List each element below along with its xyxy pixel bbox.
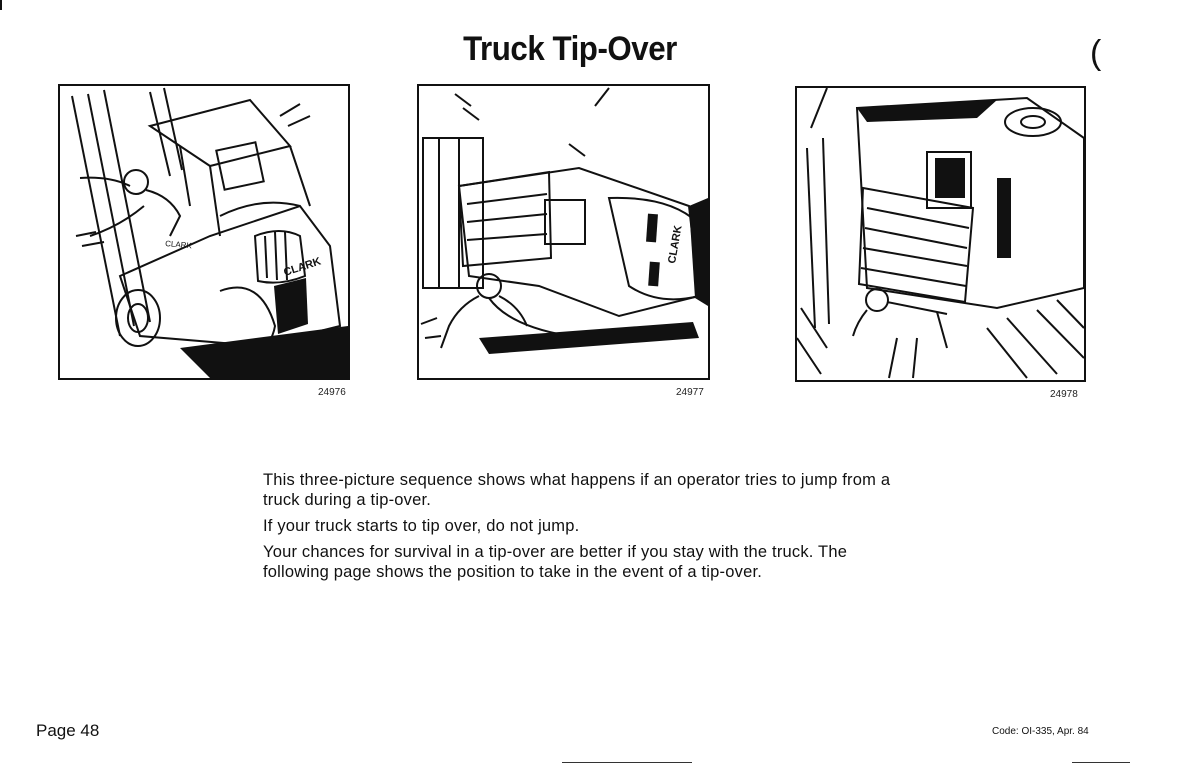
figure-1-number: 24976 — [318, 387, 346, 398]
figure-3-panel — [795, 86, 1086, 382]
figure-2-number: 24977 — [676, 387, 704, 398]
page-title: Truck Tip-Over — [463, 30, 677, 68]
truck-brand-label: CLARK — [282, 255, 323, 279]
figure-2-panel — [417, 84, 710, 380]
operator-crushed-under-tipped-forklift-illustration — [797, 88, 1084, 380]
document-code: Code: OI-335, Apr. 84 — [992, 726, 1089, 737]
figure-3-number: 24978 — [1050, 389, 1078, 400]
truck-brand-label-small: CLARK — [164, 239, 193, 251]
bottom-rule-right — [1072, 762, 1130, 763]
forklift-tipping-onto-operator-illustration — [419, 86, 708, 378]
paragraph-sequence: This three-picture sequence shows what happens if an operator tries to jump from a truck during a tip-over. — [263, 471, 891, 509]
body-text — [263, 470, 903, 588]
truck-brand-label: CLARK — [666, 224, 685, 265]
bottom-rule-center — [562, 762, 692, 763]
figure-1-panel — [58, 84, 350, 380]
paragraph-survival: Your chances for survival in a tip-over are better if you stay with the truck. The following page shows the position to take in the event of a tip-over. — [263, 543, 848, 581]
page-number: Page 48 — [36, 721, 100, 740]
scan-corner-mark — [0, 0, 2, 10]
operator-jumping-from-tipping-forklift-illustration — [60, 86, 348, 378]
margin-parenthesis: ( — [1090, 34, 1102, 72]
paragraph-do-not-jump: If your truck starts to tip over, do not jump. — [263, 517, 580, 535]
